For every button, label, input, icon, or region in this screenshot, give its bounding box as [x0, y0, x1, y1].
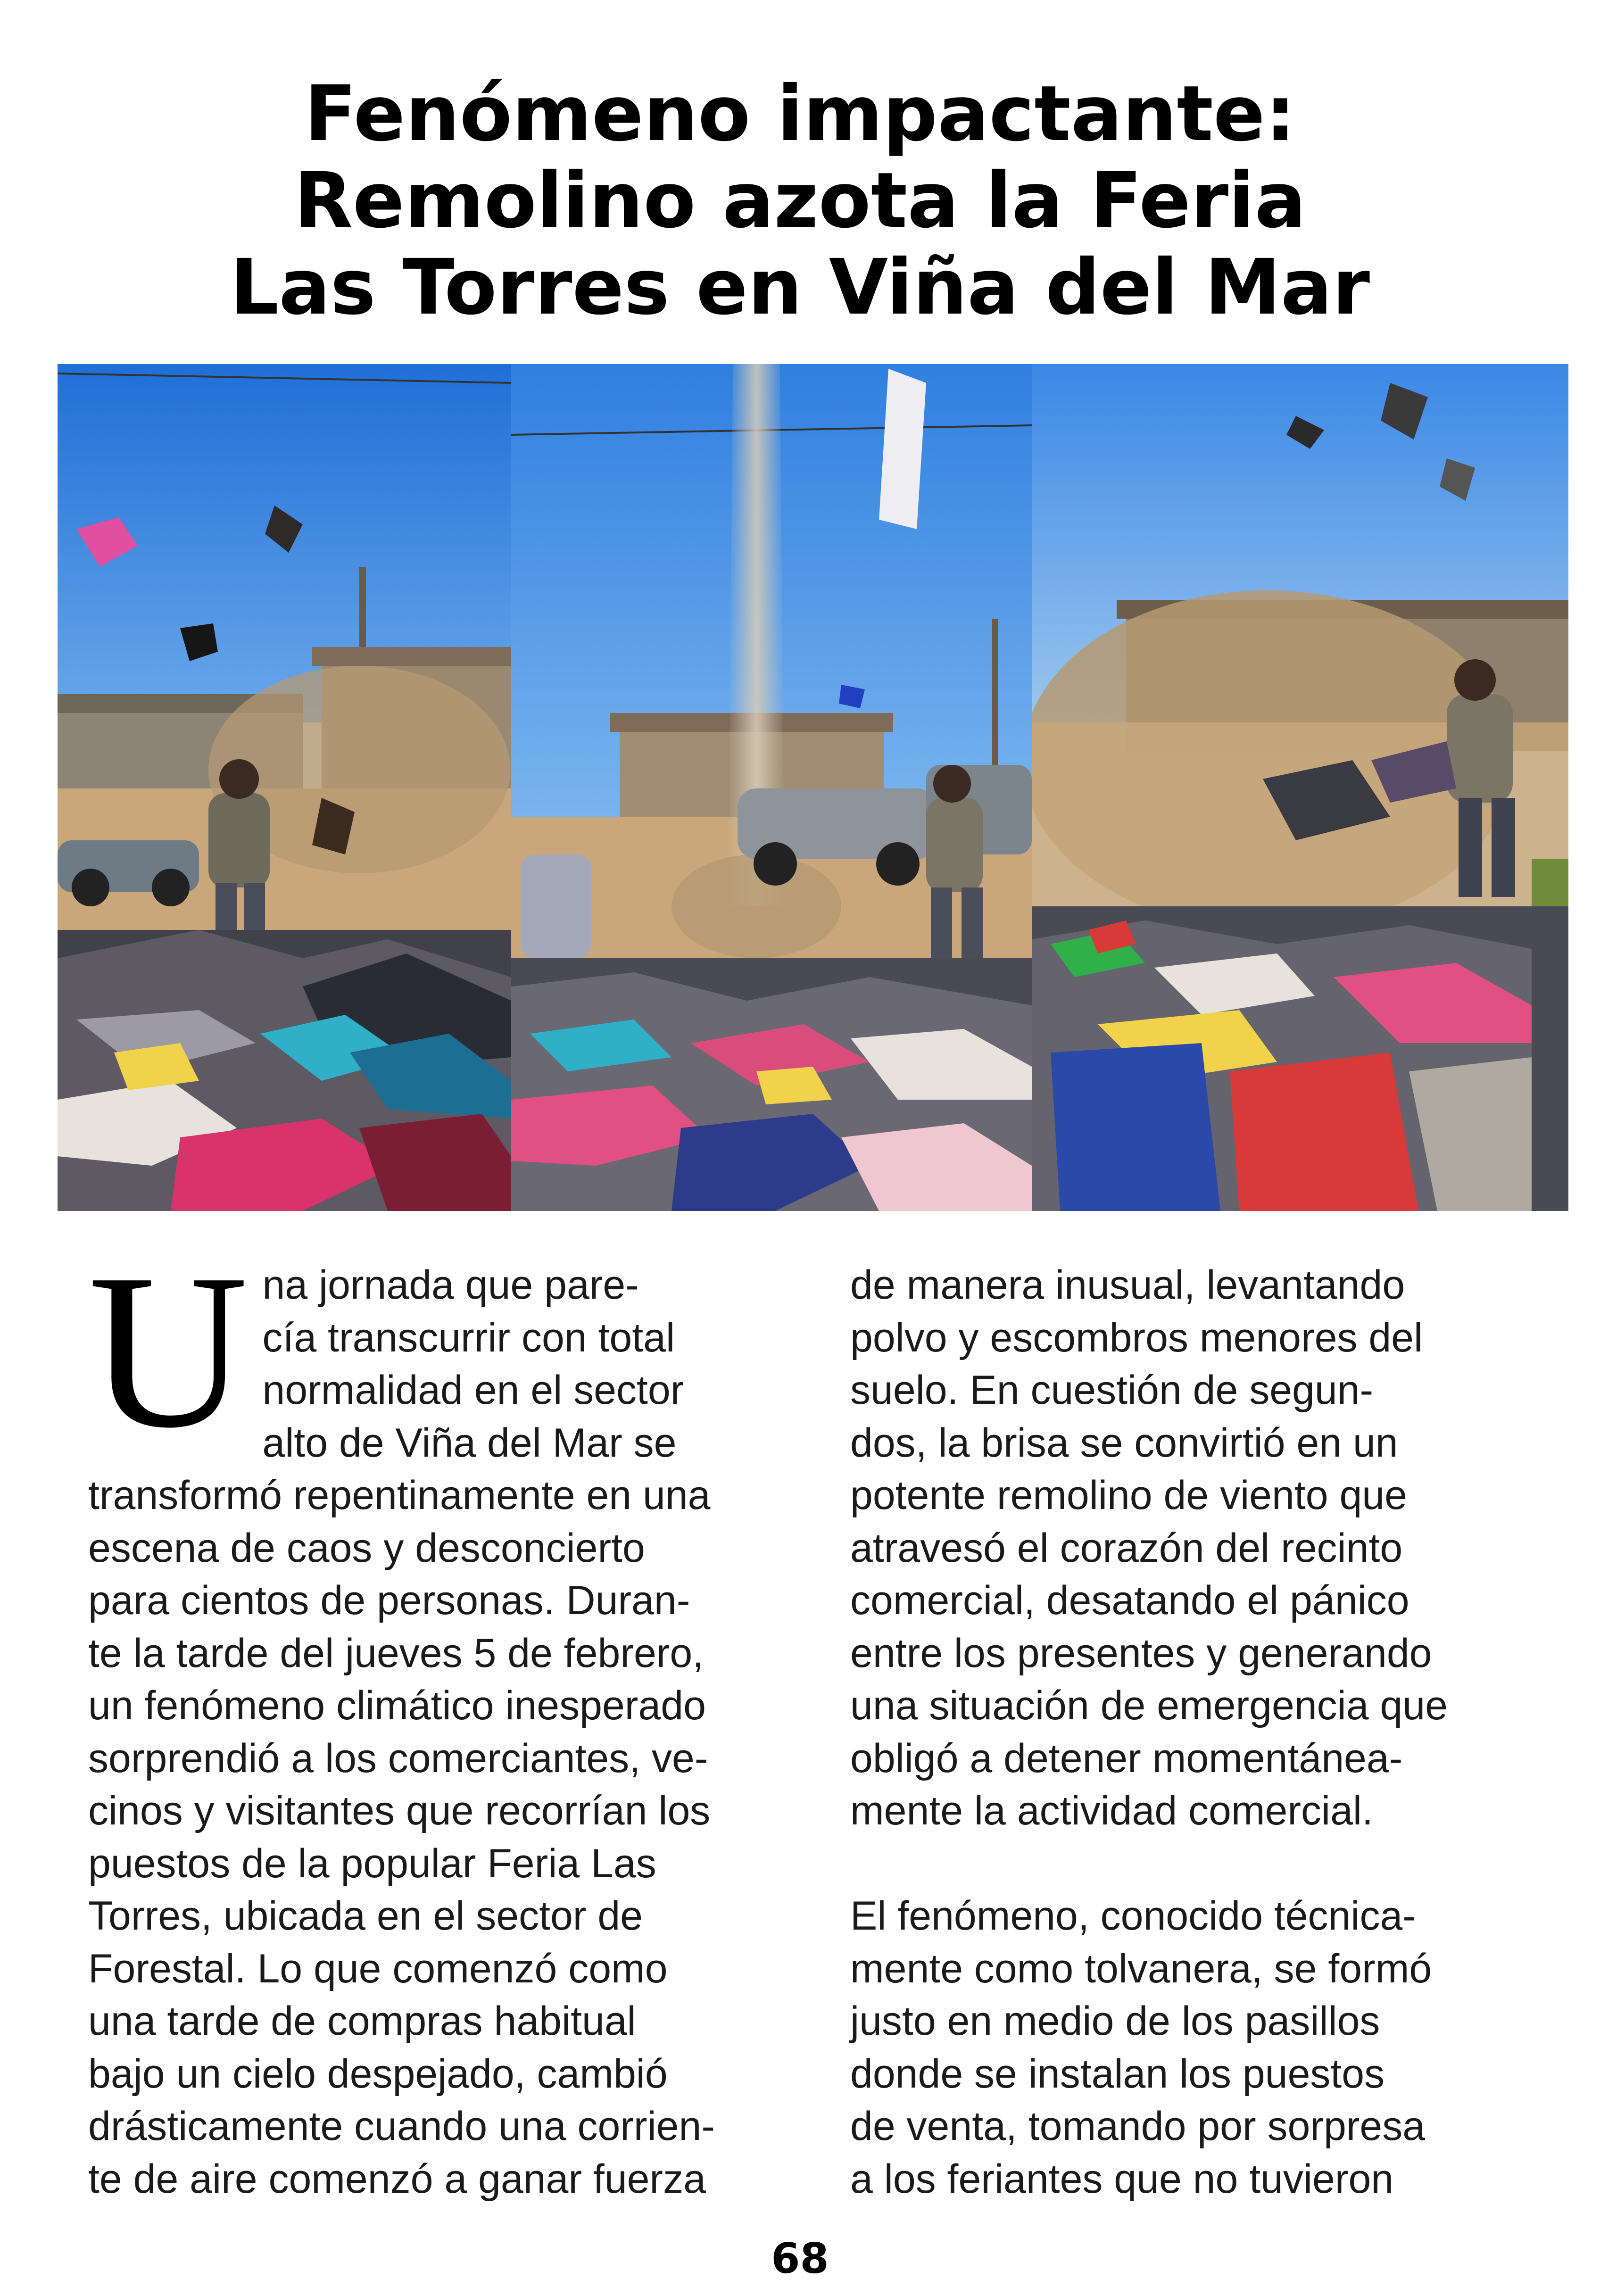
- photo-panel-3: [1032, 364, 1568, 1211]
- text-line: de manera inusual, levantando: [850, 1262, 1405, 1308]
- photo-woman-market-dust: [58, 364, 511, 1211]
- text-line: una situación de emergencia que: [850, 1683, 1448, 1728]
- text-line: puestos de la popular Feria Las: [88, 1840, 656, 1886]
- text-line: polvo y escombros menores del: [850, 1315, 1423, 1360]
- text-line: una tarde de compras habitual: [88, 1998, 636, 2044]
- title-line: Las Torres en Viña del Mar: [230, 243, 1370, 332]
- text-line: te la tarde del jueves 5 de febrero,: [88, 1630, 704, 1676]
- text-line: potente remolino de viento que: [850, 1473, 1407, 1518]
- text-line: dos, la brisa se convirtió en un: [850, 1420, 1398, 1466]
- text-line: normalidad en el sector: [262, 1368, 684, 1413]
- text-line: mente la actividad comercial.: [850, 1788, 1373, 1833]
- paragraph-1: [850, 1259, 1543, 1838]
- text-line: cinos y visitantes que recorrían los: [88, 1788, 711, 1833]
- page-number: 68: [771, 2234, 829, 2283]
- photo-dust-devil-column: [511, 364, 1032, 1211]
- text-line: a los feriantes que no tuvieron: [850, 2156, 1394, 2202]
- photo-panel-1: [58, 364, 511, 1211]
- title-line: Remolino azota la Feria: [294, 157, 1306, 245]
- text-line: transformó repentinamente en una: [88, 1473, 711, 1518]
- text-line: comercial, desatando el pánico: [850, 1578, 1409, 1623]
- text-line: obligó a detener momentánea-: [850, 1735, 1403, 1781]
- drop-cap: U: [88, 1228, 249, 1474]
- column-right: [850, 1259, 1543, 2205]
- text-line: Forestal. Lo que comenzó como: [88, 1946, 668, 1991]
- text-line: te de aire comenzó a ganar fuerza: [88, 2156, 706, 2202]
- text-line: cía transcurrir con total: [262, 1315, 675, 1360]
- text-line: mente como tolvanera, se formó: [850, 1946, 1432, 1991]
- text-line: donde se instalan los puestos: [850, 2051, 1385, 2097]
- text-line: atravesó el corazón del recinto: [850, 1525, 1403, 1571]
- text-line: un fenómeno climático inesperado: [88, 1683, 706, 1728]
- text-line: de venta, tomando por sorpresa: [850, 2104, 1426, 2149]
- text-line: bajo un cielo despejado, cambió: [88, 2051, 668, 2097]
- photo-panel-2: [511, 364, 1032, 1211]
- photo-stall-swept-by-wind: [1032, 364, 1568, 1211]
- article-title: [0, 71, 1600, 331]
- paragraph-2: [850, 1890, 1543, 2205]
- text-line: drásticamente cuando una corrien-: [88, 2104, 715, 2149]
- text-line: justo en medio de los pasillos: [850, 1998, 1380, 2044]
- text-line: na jornada que pare-: [262, 1262, 639, 1308]
- title-line: Fenómeno impactante:: [304, 70, 1296, 158]
- photo-strip: [58, 364, 1568, 1211]
- text-line: suelo. En cuestión de segun-: [850, 1368, 1374, 1413]
- text-line: para cientos de personas. Duran-: [88, 1578, 690, 1623]
- text-line: alto de Viña del Mar se: [262, 1420, 677, 1466]
- text-line: escena de caos y desconcierto: [88, 1525, 645, 1571]
- text-line: entre los presentes y generando: [850, 1630, 1432, 1676]
- text-line: Torres, ubicada en el sector de: [88, 1893, 643, 1939]
- column-left: [88, 1228, 781, 2205]
- text-line: sorprendió a los comerciantes, ve-: [88, 1735, 708, 1781]
- text-line: El fenómeno, conocido técnica-: [850, 1893, 1416, 1939]
- paragraph-gap: [850, 1838, 1543, 1890]
